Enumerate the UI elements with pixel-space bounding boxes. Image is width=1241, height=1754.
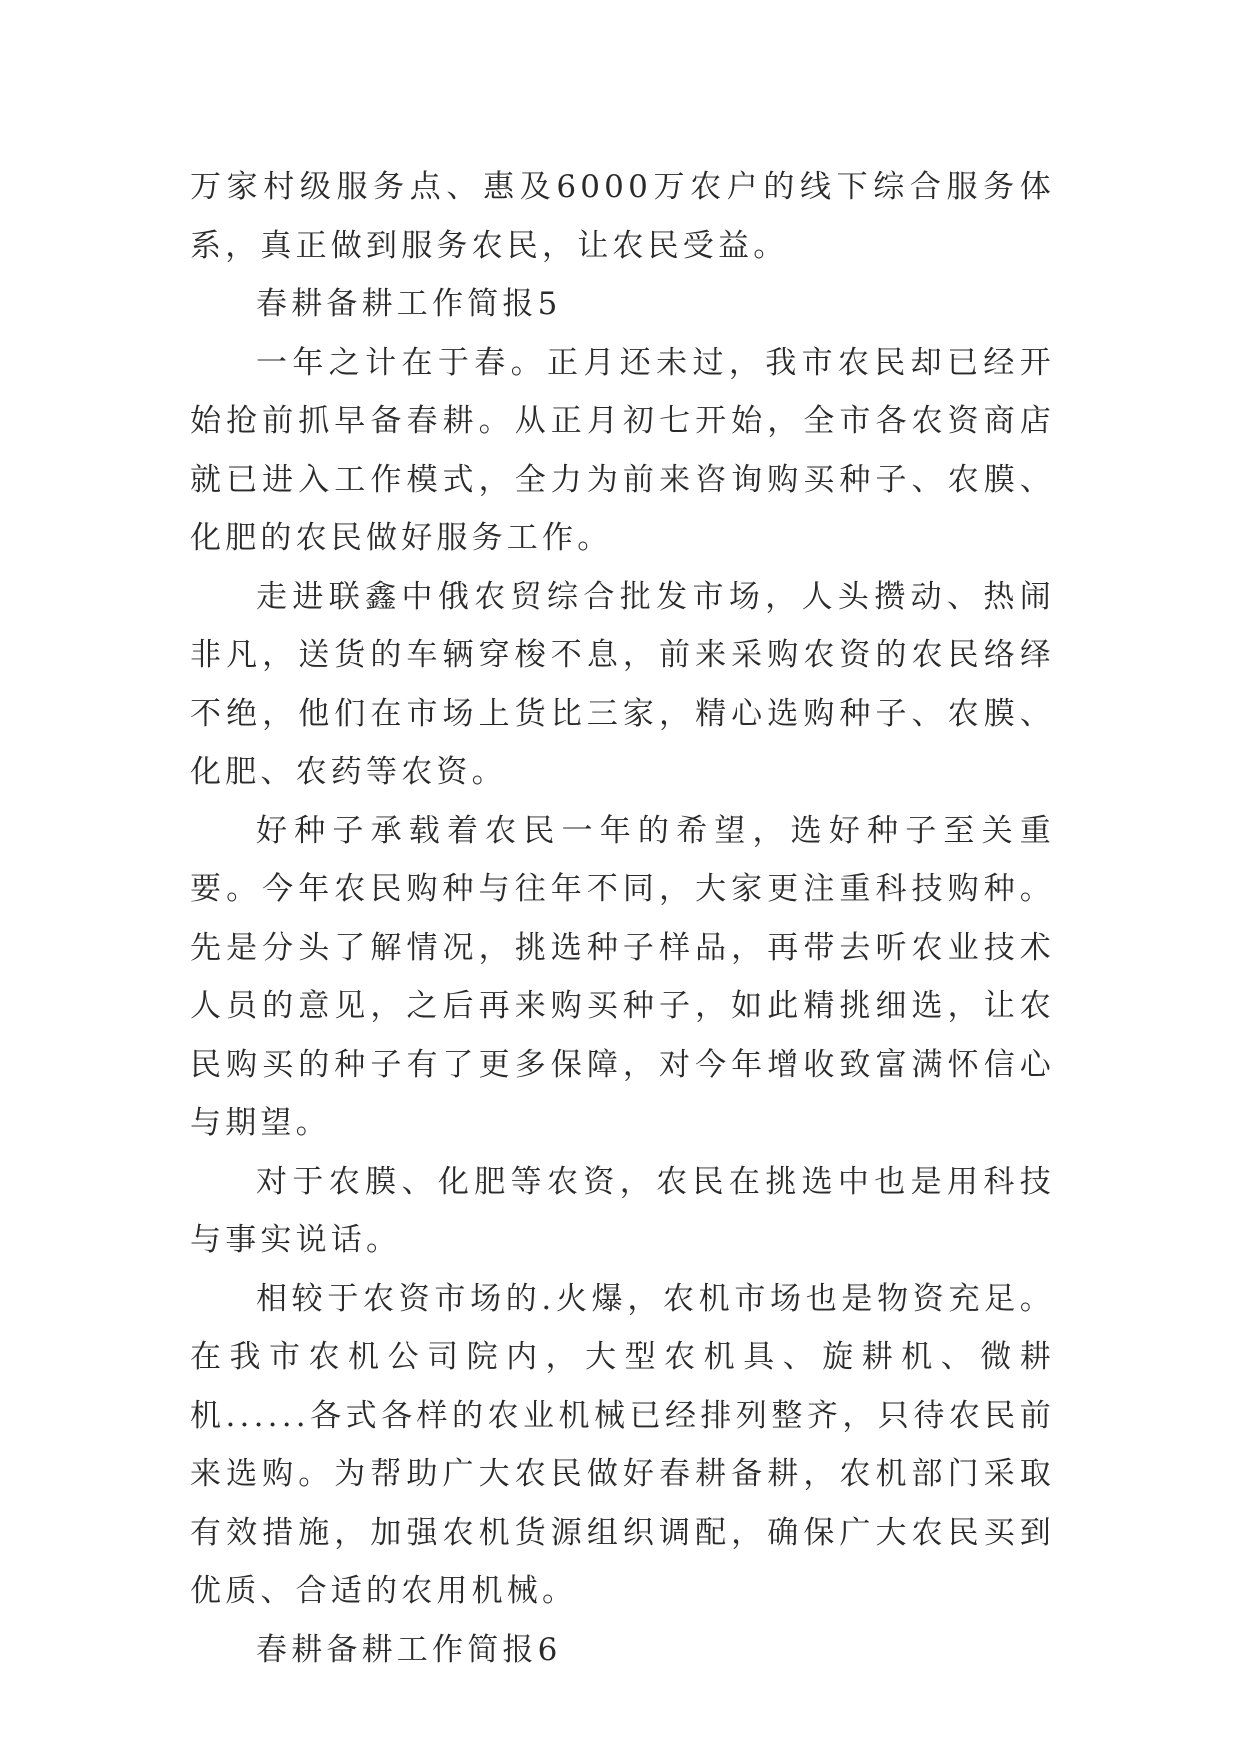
paragraph-film-fertilizer: 对于农膜、化肥等农资，农民在挑选中也是用科技与事实说话。	[190, 1163, 1055, 1258]
section-heading-5: 春耕备耕工作简报5	[256, 286, 562, 322]
paragraph-continued: 万家村级服务点、惠及6000万农户的线下综合服务体系，真正做到服务农民，让农民受益。	[190, 169, 1055, 264]
paragraph-machinery-market: 相较于农资市场的.火爆，农机市场也是物资充足。在我市农机公司院内，大型农机具、旋耕机、微耕机......各式各样的农业机械已经排列整齐，只待农民前来选购。为帮助广大农民做好春耕备耕，农机部门采取有效措施，加强农机货源组织调配，确保广大农民买到优质、合适的农用机械。	[190, 1280, 1055, 1609]
document-page	[190, 158, 1055, 1679]
paragraph-spring-start: 一年之计在于春。正月还未过，我市农民却已经开始抢前抓早备春耕。从正月初七开始，全市各农资商店就已进入工作模式，全力为前来咨询购买种子、农膜、化肥的农民做好服务工作。	[190, 344, 1055, 556]
section-heading-6: 春耕备耕工作简报6	[256, 1631, 562, 1668]
paragraph-wholesale-market: 走进联鑫中俄农贸综合批发市场，人头攒动、热闹非凡，送货的车辆穿梭不息，前来采购农资的农民络绎不绝，他们在市场上货比三家，精心选购种子、农膜、化肥、农药等农资。	[190, 578, 1055, 790]
paragraph-seed-selection: 好种子承载着农民一年的希望，选好种子至关重要。今年农民购种与往年不同，大家更注重科技购种。先是分头了解情况，挑选种子样品，再带去听农业技术人员的意见，之后再来购买种子，如此精挑细选，让农民购买的种子有了更多保障，对今年增收致富满怀信心与期望。	[190, 812, 1055, 1141]
